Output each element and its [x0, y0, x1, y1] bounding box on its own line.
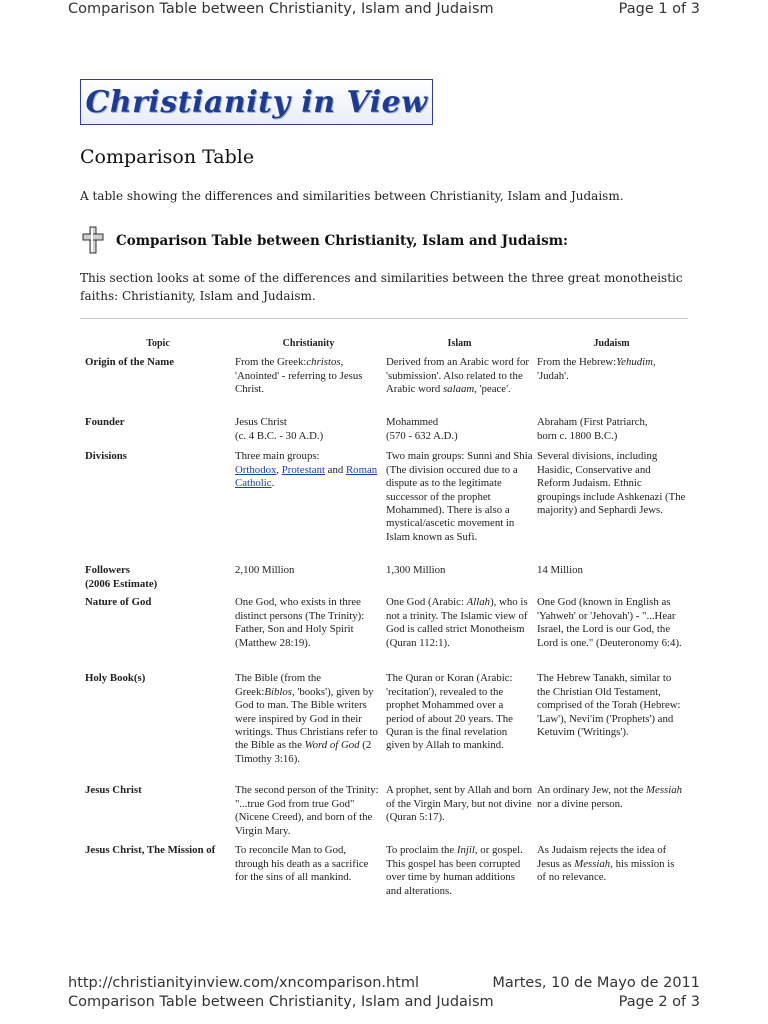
row-topic: Origin of the Name: [85, 356, 175, 369]
cell-judaism: From the Hebrew:Yehudim, 'Judah'.: [537, 356, 656, 382]
cell-islam: Derived from an Arabic word for 'submission'. Also related to the Arabic word salaam, 'peace'.: [386, 356, 530, 396]
column-header-topic: Topic: [146, 338, 170, 349]
table-row: [83, 450, 688, 564]
cell-judaism: An ordinary Jew, not the Messiah nor a divine person.: [537, 784, 683, 810]
cell-christianity: 2,100 Million: [235, 564, 295, 577]
table-row: [83, 356, 688, 416]
comparison-table: [83, 337, 688, 914]
header-title: Comparison Table between Christianity, Islam and Judaism: [68, 1, 494, 17]
page-footer-url: [68, 975, 700, 995]
row-topic: Followers (2006 Estimate): [85, 564, 158, 590]
cell-christianity: One God, who exists in three distinct persons (The Trinity): Father, Son and Holy Spirit (Matthew 28:19).: [235, 596, 365, 649]
cell-christianity: From the Greek:christos, 'Anointed' - referring to Jesus Christ.: [235, 356, 363, 396]
row-topic: Jesus Christ: [85, 784, 142, 797]
link-roman-catholic[interactable]: Roman Catholic: [235, 463, 378, 490]
cell-christianity: Jesus Christ (c. 4 B.C. - 30 A.D.): [235, 416, 324, 442]
row-topic: Nature of God: [85, 596, 152, 609]
row-topic: Jesus Christ, The Mission of: [85, 844, 216, 857]
table-row: [83, 784, 688, 844]
cell-judaism: Several divisions, including Hasidic, Conservative and Reform Judaism. Ethnic groupings include Ashkenazi (The majority) and Sephardi Jews.: [537, 450, 686, 517]
page-header-next: [68, 994, 700, 1014]
column-header-islam: Islam: [447, 338, 472, 349]
cross-icon: [80, 225, 106, 255]
footer-url[interactable]: http://christianityinview.com/xncomparison.html: [68, 975, 420, 991]
cell-islam: 1,300 Million: [386, 564, 446, 577]
footer-title: Comparison Table between Christianity, Islam and Judaism: [68, 994, 494, 1010]
cell-islam: A prophet, sent by Allah and born of the Virgin Mary, but not divine (Quran 5:17).: [386, 784, 533, 824]
header-page-number: Page 1 of 3: [618, 1, 700, 17]
section-title: Comparison Table between Christianity, Islam and Judaism:: [116, 233, 569, 249]
section-text: This section looks at some of the differences and similarities between the three great monotheistic faiths: Christianity, Islam and Judaism.: [80, 271, 683, 303]
cell-christianity: The second person of the Trinity: "...true God from true God" (Nicene Creed), and born of the Virgin Mary.: [235, 784, 379, 837]
cell-judaism: As Judaism rejects the idea of Jesus as Messiah, his mission is of no relevance.: [537, 844, 675, 884]
cell-islam: The Quran or Koran (Arabic: 'recitation'), revealed to the prophet Mohammed over a period of about 20 years. The Quran is the final revelation given by Allah to mankind.: [386, 672, 513, 752]
section-heading: [80, 225, 700, 257]
cell-judaism: Abraham (First Patriarch, born c. 1800 B.C.): [537, 416, 648, 442]
table-row: [83, 844, 688, 914]
page-title: Comparison Table: [80, 146, 255, 168]
logo-text: Christianity in View: [85, 84, 428, 120]
cell-islam: One God (Arabic: Allah), who is not a trinity. The Islamic view of God is called strict Monotheism (Quran 112:1).: [386, 596, 528, 649]
footer-page-number: Page 2 of 3: [618, 994, 700, 1010]
cell-islam: Two main groups: Sunni and Shia (The division occured due to a dispute as to the legitimate successor of the prophet Mohammed). There is also a mystical/ascetic movement in Islam known as Sufi.: [386, 450, 533, 543]
cell-christianity: The Bible (from the Greek:Biblos, 'books'), given by God to man. The Bible writers were inspired by God in their writings. Thus Christians refer to the Bible as the Word of God (2 Timothy 3:16).: [235, 672, 378, 765]
cell-christianity: To reconcile Man to God, through his death as a sacrifice for the sins of all mankind.: [235, 844, 369, 884]
footer-date: Martes, 10 de Mayo de 2011: [492, 975, 700, 991]
table-row: [83, 416, 688, 450]
cell-islam: Mohammed (570 - 632 A.D.): [386, 416, 458, 442]
row-topic: Divisions: [85, 450, 128, 463]
table-row: [83, 564, 688, 596]
column-header-judaism: Judaism: [593, 338, 630, 349]
cell-islam: To proclaim the Injil, or gospel. This gospel has been corrupted over time by human additions and alterations.: [386, 844, 523, 897]
cell-christianity: Three main groups: Orthodox, Protestant and Roman Catholic.: [235, 450, 378, 490]
site-logo[interactable]: [80, 79, 433, 125]
row-topic: Founder: [85, 416, 125, 429]
column-header-christianity: Christianity: [282, 338, 335, 349]
page-header: [68, 1, 700, 21]
link-orthodox[interactable]: Orthodox: [235, 463, 277, 476]
cell-judaism: The Hebrew Tanakh, similar to the Christian Old Testament, comprised of the Torah (Hebrew: 'Law'), Nevi'im ('Prophets') and Ketuvim ('Writings').: [537, 672, 681, 739]
intro-text: A table showing the differences and similarities between Christianity, Islam and Judaism.: [80, 189, 624, 203]
link-protestant[interactable]: Protestant: [281, 463, 325, 476]
divider: [80, 318, 688, 319]
cell-judaism: 14 Million: [537, 564, 583, 577]
cell-judaism: One God (known in English as 'Yahweh' or 'Jehovah') - "...Hear Israel, the Lord is our God, the Lord is one." (Deuteronomy 6:4).: [537, 596, 682, 649]
table-row: [83, 596, 688, 672]
table-header-row: [83, 337, 688, 356]
row-topic: Holy Book(s): [85, 672, 146, 685]
table-row: [83, 672, 688, 784]
